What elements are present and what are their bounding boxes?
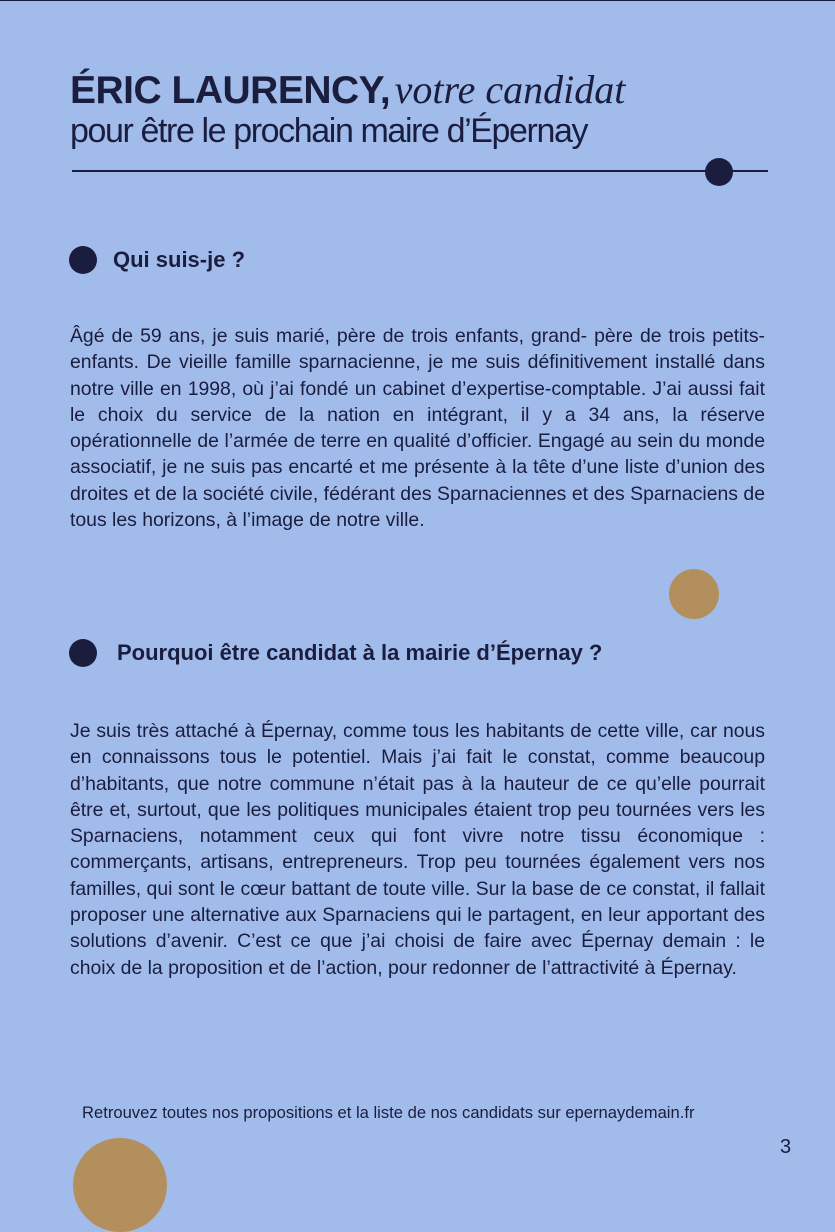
page-title: [70, 66, 625, 113]
divider-dot: [705, 158, 733, 186]
top-border-line: [0, 0, 835, 1]
decorative-gold-dot: [669, 569, 719, 619]
candidate-name: ÉRIC LAURENCY,: [70, 69, 391, 112]
page-subtitle: pour être le prochain maire d’Épernay: [70, 112, 588, 150]
section-body-who: Âgé de 59 ans, je suis marié, père de trois enfants, grand- père de trois petits-enfants. De vieille famille sparnacienne, je me suis définitivement installé dans notre ville en 1998, où j’ai fondé un cabinet d’expertise-comptable. J’ai aussi fait le choix du service de la nation en intégrant, il y a 34 ans, la réserve opérationnelle de l’armée de terre en qualité d’officier. Engagé au sein du monde associatif, je ne suis pas encarté et me présente à la tête d’une liste d’union des droites et de la société civile, fédérant des Sparnaciennes et des Sparnaciens de tous les horizons, à l’image de notre ville.: [70, 325, 765, 532]
section-bullet-icon: [69, 246, 97, 274]
section-heading-why: Pourquoi être candidat à la mairie d’Épernay ?: [117, 640, 603, 665]
section-body-why: Je suis très attaché à Épernay, comme tous les habitants de cette ville, car nous en connaissons tous le potentiel. Mais j’ai fait le constat, comme beaucoup d’habitants, que notre commune n’était pas à la hauteur de ce qu’elle pourrait être et, surtout, que les politiques municipales étaient trop peu tournées vers les Sparnaciens, notamment ceux qui font vivre notre tissu économique : commerçants, artisans, entrepreneurs. Trop peu tournées également vers nos familles, qui sont le cœur battant de toute ville. Sur la base de ce constat, il fallait proposer une alternative aux Sparnaciens qui le partagent, en leur apportant des solutions d’avenir. C’est ce que j’ai choisi de faire avec Épernay demain : le choix de la proposition et de l’action, pour redonner de l’attractivité à Épernay.: [70, 720, 765, 979]
candidate-tagline: votre candidat: [394, 67, 626, 112]
section-heading-who: Qui suis-je ?: [113, 247, 246, 272]
page-number: 3: [780, 1136, 792, 1158]
footer-text: Retrouvez toutes nos propositions et la liste de nos candidats sur epernaydemain.fr: [82, 1103, 695, 1122]
decorative-gold-circle: [73, 1138, 167, 1232]
title-divider: [72, 170, 768, 172]
section-bullet-icon: [69, 639, 97, 667]
